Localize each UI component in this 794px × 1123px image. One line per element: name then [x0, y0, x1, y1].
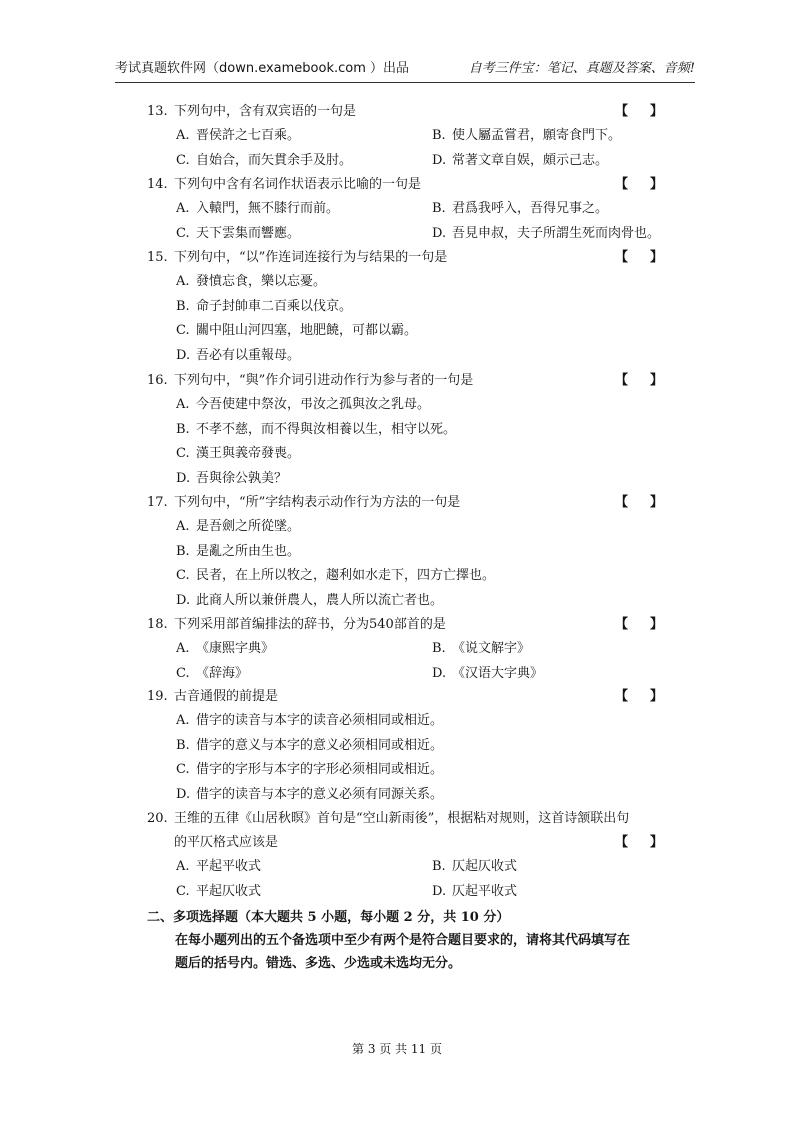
option-row	[147, 197, 687, 222]
question-stem: 18. 下列采用部首编排法的辞书，分为540部首的是 【】	[147, 613, 687, 637]
option-b: B. 不孝不慈，而不得與汝相養以生，相守以死。	[176, 421, 457, 437]
option-c: C. 民者，在上所以牧之，趨利如水走下，四方亡擇也。	[176, 568, 496, 583]
option-d: D. 此商人所以兼併農人，農人所以流亡者也。	[176, 592, 444, 608]
question-stem: 20. 王维的五律《山居秋暝》首句是“空山新雨後”，根据粘对规则，这首诗颔联出句	[147, 811, 630, 826]
question-stem: 14. 下列句中含有名词作状语表示比喻的一句是 【】	[147, 173, 687, 197]
answer-bracket: 【】	[614, 835, 685, 850]
section-instructions-cont: 题后的括号内。错选、多选、少选或未选均无分。	[175, 956, 462, 971]
option-b: B. 仄起仄收式	[432, 859, 518, 874]
option-row	[147, 222, 687, 247]
option-d: D. 吾見申叔，夫子所謂生死而肉骨也。	[432, 225, 661, 241]
header-slogan: 自考三件宝：笔记、真题及答案、音频!	[468, 61, 695, 76]
answer-bracket: 【】	[614, 177, 685, 192]
option-b: B. 君爲我呼入，吾得兄事之。	[432, 201, 609, 216]
option-c: C. 關中阻山河四塞，地肥饒，可都以霸。	[176, 323, 418, 338]
question-stem: 19. 古音通假的前提是 【】	[147, 685, 687, 709]
answer-bracket: 【】	[614, 617, 685, 632]
option-d: D. 吾必有以重報母。	[176, 347, 301, 363]
option-row	[147, 855, 687, 880]
question-15	[147, 246, 687, 368]
option-c: C. 漢王與義帝發喪。	[176, 446, 301, 461]
option-a: A. 平起平收式	[176, 859, 262, 874]
option-c: C. 平起仄收式	[176, 883, 262, 899]
page-number: 第 3 页 共 11 页	[352, 1042, 442, 1056]
question-stem: 15. 下列句中，“以”作连词连接行为与结果的一句是 【】	[147, 246, 687, 270]
option-d: D. 常著文章自娱，頗示己志。	[432, 152, 609, 168]
option-d: D. 借字的读音与本字的意义必须有同源关系。	[176, 786, 444, 802]
header-source: 考试真题软件网（down.examebook.com ）出品	[115, 61, 410, 76]
option-d: D. 吾與徐公孰美？	[176, 470, 288, 486]
question-stem-continued: 的平仄格式应该是 【】	[147, 831, 687, 855]
answer-bracket: 【】	[614, 250, 685, 265]
question-13	[147, 100, 687, 173]
option-a: A. 是吾劍之所從墜。	[176, 519, 301, 534]
option-a: A. 晋侯許之七百乘。	[176, 128, 301, 143]
option-c: C. 自始合，而矢貫余手及肘。	[176, 152, 353, 168]
option-b: B. 《说文解字》	[432, 641, 531, 656]
section-multiple-choice	[147, 906, 707, 975]
option-row	[147, 149, 687, 174]
option-row	[147, 880, 687, 905]
option-a: A. 今吾使建中祭汝，弔汝之孤與汝之乳母。	[176, 397, 431, 412]
question-20	[147, 807, 687, 904]
question-stem: 13. 下列句中，含有双宾语的一句是 【】	[147, 100, 687, 124]
question-18	[147, 613, 687, 686]
answer-bracket: 【】	[614, 104, 685, 119]
question-19	[147, 685, 687, 807]
option-d: D. 《汉语大字典》	[432, 665, 544, 681]
question-17	[147, 491, 687, 613]
section-instructions: 在每小题列出的五个备选项中至少有两个是符合题目要求的，请将其代码填写在	[175, 933, 631, 948]
answer-bracket: 【】	[614, 689, 685, 704]
question-stem: 17. 下列句中，“所”字结构表示动作行为方法的一句是 【】	[147, 491, 687, 515]
section-title: 二、多项选择题（本大题共 5 小题，每小题 2 分，共 10 分）	[147, 910, 510, 925]
option-c: C. 《辞海》	[176, 665, 249, 681]
question-stem: 16. 下列句中，“與”作介词引进动作行为参与者的一句是 【】	[147, 369, 687, 393]
option-d: D. 仄起平收式	[432, 883, 518, 899]
answer-bracket: 【】	[614, 495, 685, 510]
page-header	[115, 58, 695, 83]
option-a: A. 發憤忘食，樂以忘憂。	[176, 274, 327, 289]
option-a: A. 借字的读音与本字的读音必须相同或相近。	[176, 713, 444, 728]
option-row	[147, 637, 687, 662]
question-14	[147, 173, 687, 246]
option-c: C. 天下雲集而響應。	[176, 225, 301, 241]
option-b: B. 是亂之所由生也。	[176, 543, 301, 559]
option-a: A. 《康熙字典》	[176, 641, 275, 656]
option-row	[147, 124, 687, 149]
option-c: C. 借字的字形与本字的字形必须相同或相近。	[176, 762, 444, 777]
option-a: A. 入轅門，無不膝行而前。	[176, 201, 340, 216]
option-b: B. 使人屬孟嘗君，願寄食門下。	[432, 128, 622, 143]
option-row	[147, 662, 687, 687]
answer-bracket: 【】	[614, 373, 685, 388]
option-b: B. 命子封帥車二百乘以伐京。	[176, 298, 353, 314]
question-16	[147, 369, 687, 491]
option-b: B. 借字的意义与本字的意义必须相同或相近。	[176, 737, 444, 753]
